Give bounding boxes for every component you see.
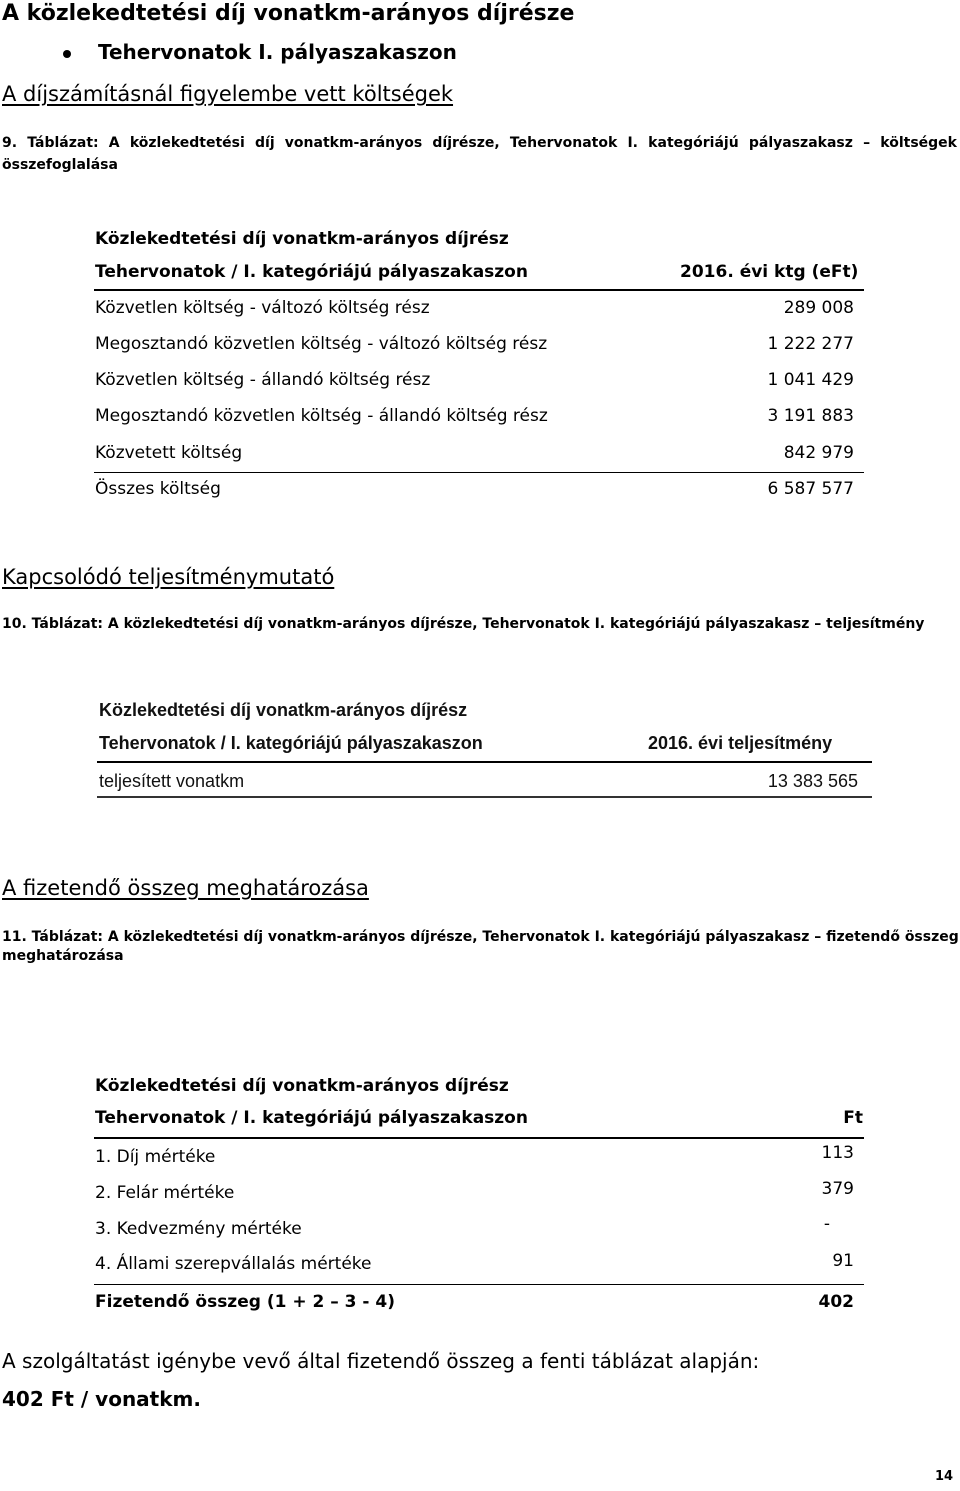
table9-header-rule [94,289,864,291]
table-row-value: 3 191 883 [767,406,854,426]
table-row-label: Közvetlen költség - állandó költség rész [95,370,431,390]
conclusion-amount: 402 Ft / vonatkm. [2,1387,201,1411]
table10-column-header: 2016. évi teljesítmény [648,733,833,753]
table10-subtitle: Tehervonatok / I. kategóriájú pályaszakaszon [99,733,483,753]
section-title-performance: Kapcsolódó teljesítménymutató [2,565,335,589]
table-row-label: Közvetett költség [95,443,243,463]
section-title-payable: A fizetendő összeg meghatározása [2,876,369,900]
table-row-label: 3. Kedvezmény mértéke [95,1219,302,1239]
table10-row-label: teljesített vonatkm [99,771,245,791]
table11-subtitle: Tehervonatok / I. kategóriájú pályaszakaszon [95,1108,528,1128]
table11-total-value: 402 [818,1292,854,1312]
table11-column-header: Ft [843,1108,863,1128]
table10-title: Közlekedtetési díj vonatkm-arányos díjrész [99,700,468,720]
table11-caption: 11. Táblázat: A közlekedtetési díj vonatkm-arányos díjrésze, Tehervonatok I. kategóriájú pályaszakasz – fizetendő összeg [2,929,959,945]
page-number: 14 [935,1469,954,1484]
table11-caption-cont: meghatározása [2,948,124,964]
table10-row-value: 13 383 565 [767,771,858,791]
table9-total-value: 6 587 577 [767,479,854,499]
table-row-value: 1 222 277 [767,334,854,354]
table10-bottom-rule [97,796,872,798]
table9-caption: 9. Táblázat: A közlekedtetési díj vonatkm-arányos díjrésze, Tehervonatok I. kategóriájú pályaszakasz – költségek [2,135,957,151]
conclusion-text: A szolgáltatást igénybe vevő által fizetendő összeg a fenti táblázat alapján: [2,1349,760,1373]
table11-header-rule [94,1137,864,1139]
table-row-value: 289 008 [783,298,854,318]
table-row-label: Megosztandó közvetlen költség - állandó költség rész [95,406,548,426]
table11-title: Közlekedtetési díj vonatkm-arányos díjrész [95,1076,509,1096]
table-row-label: Megosztandó közvetlen költség - változó költség rész [95,334,548,354]
table-row-label: 1. Díj mértéke [95,1147,216,1167]
table9-column-header: 2016. évi ktg (eFt) [680,262,859,282]
table-row-label: 4. Állami szerepvállalás mértéke [95,1254,372,1274]
table11-total-rule [94,1284,864,1285]
table-row-value: - [823,1214,830,1234]
bullet-item: Tehervonatok I. pályaszakaszon [98,40,457,64]
table10-header-rule [97,761,872,763]
table10-caption: 10. Táblázat: A közlekedtetési díj vonatkm-arányos díjrésze, Tehervonatok I. kategóriájú pályaszakasz – teljesítmény [2,616,925,632]
table9-title: Közlekedtetési díj vonatkm-arányos díjrész [95,229,509,249]
bullet-icon [63,50,71,58]
table11-total-label: Fizetendő összeg (1 + 2 – 3 - 4) [95,1292,395,1312]
table9-total-rule [94,472,864,473]
table9-total-label: Összes költség [95,479,221,499]
table-row-value: 1 041 429 [767,370,854,390]
table-row-value: 113 [821,1143,854,1163]
page-heading: A közlekedtetési díj vonatkm-arányos díjrésze [2,1,575,26]
table-row-value: 91 [832,1251,854,1271]
table9-caption-cont: összefoglalása [2,157,118,173]
table-row-label: Közvetlen költség - változó költség rész [95,298,430,318]
table-row-value: 842 979 [783,443,854,463]
table9-subtitle: Tehervonatok / I. kategóriájú pályaszakaszon [95,262,528,282]
table-row-value: 379 [821,1179,854,1199]
table-row-label: 2. Felár mértéke [95,1183,235,1203]
section-title-costs: A díjszámításnál figyelembe vett költségek [2,82,454,106]
